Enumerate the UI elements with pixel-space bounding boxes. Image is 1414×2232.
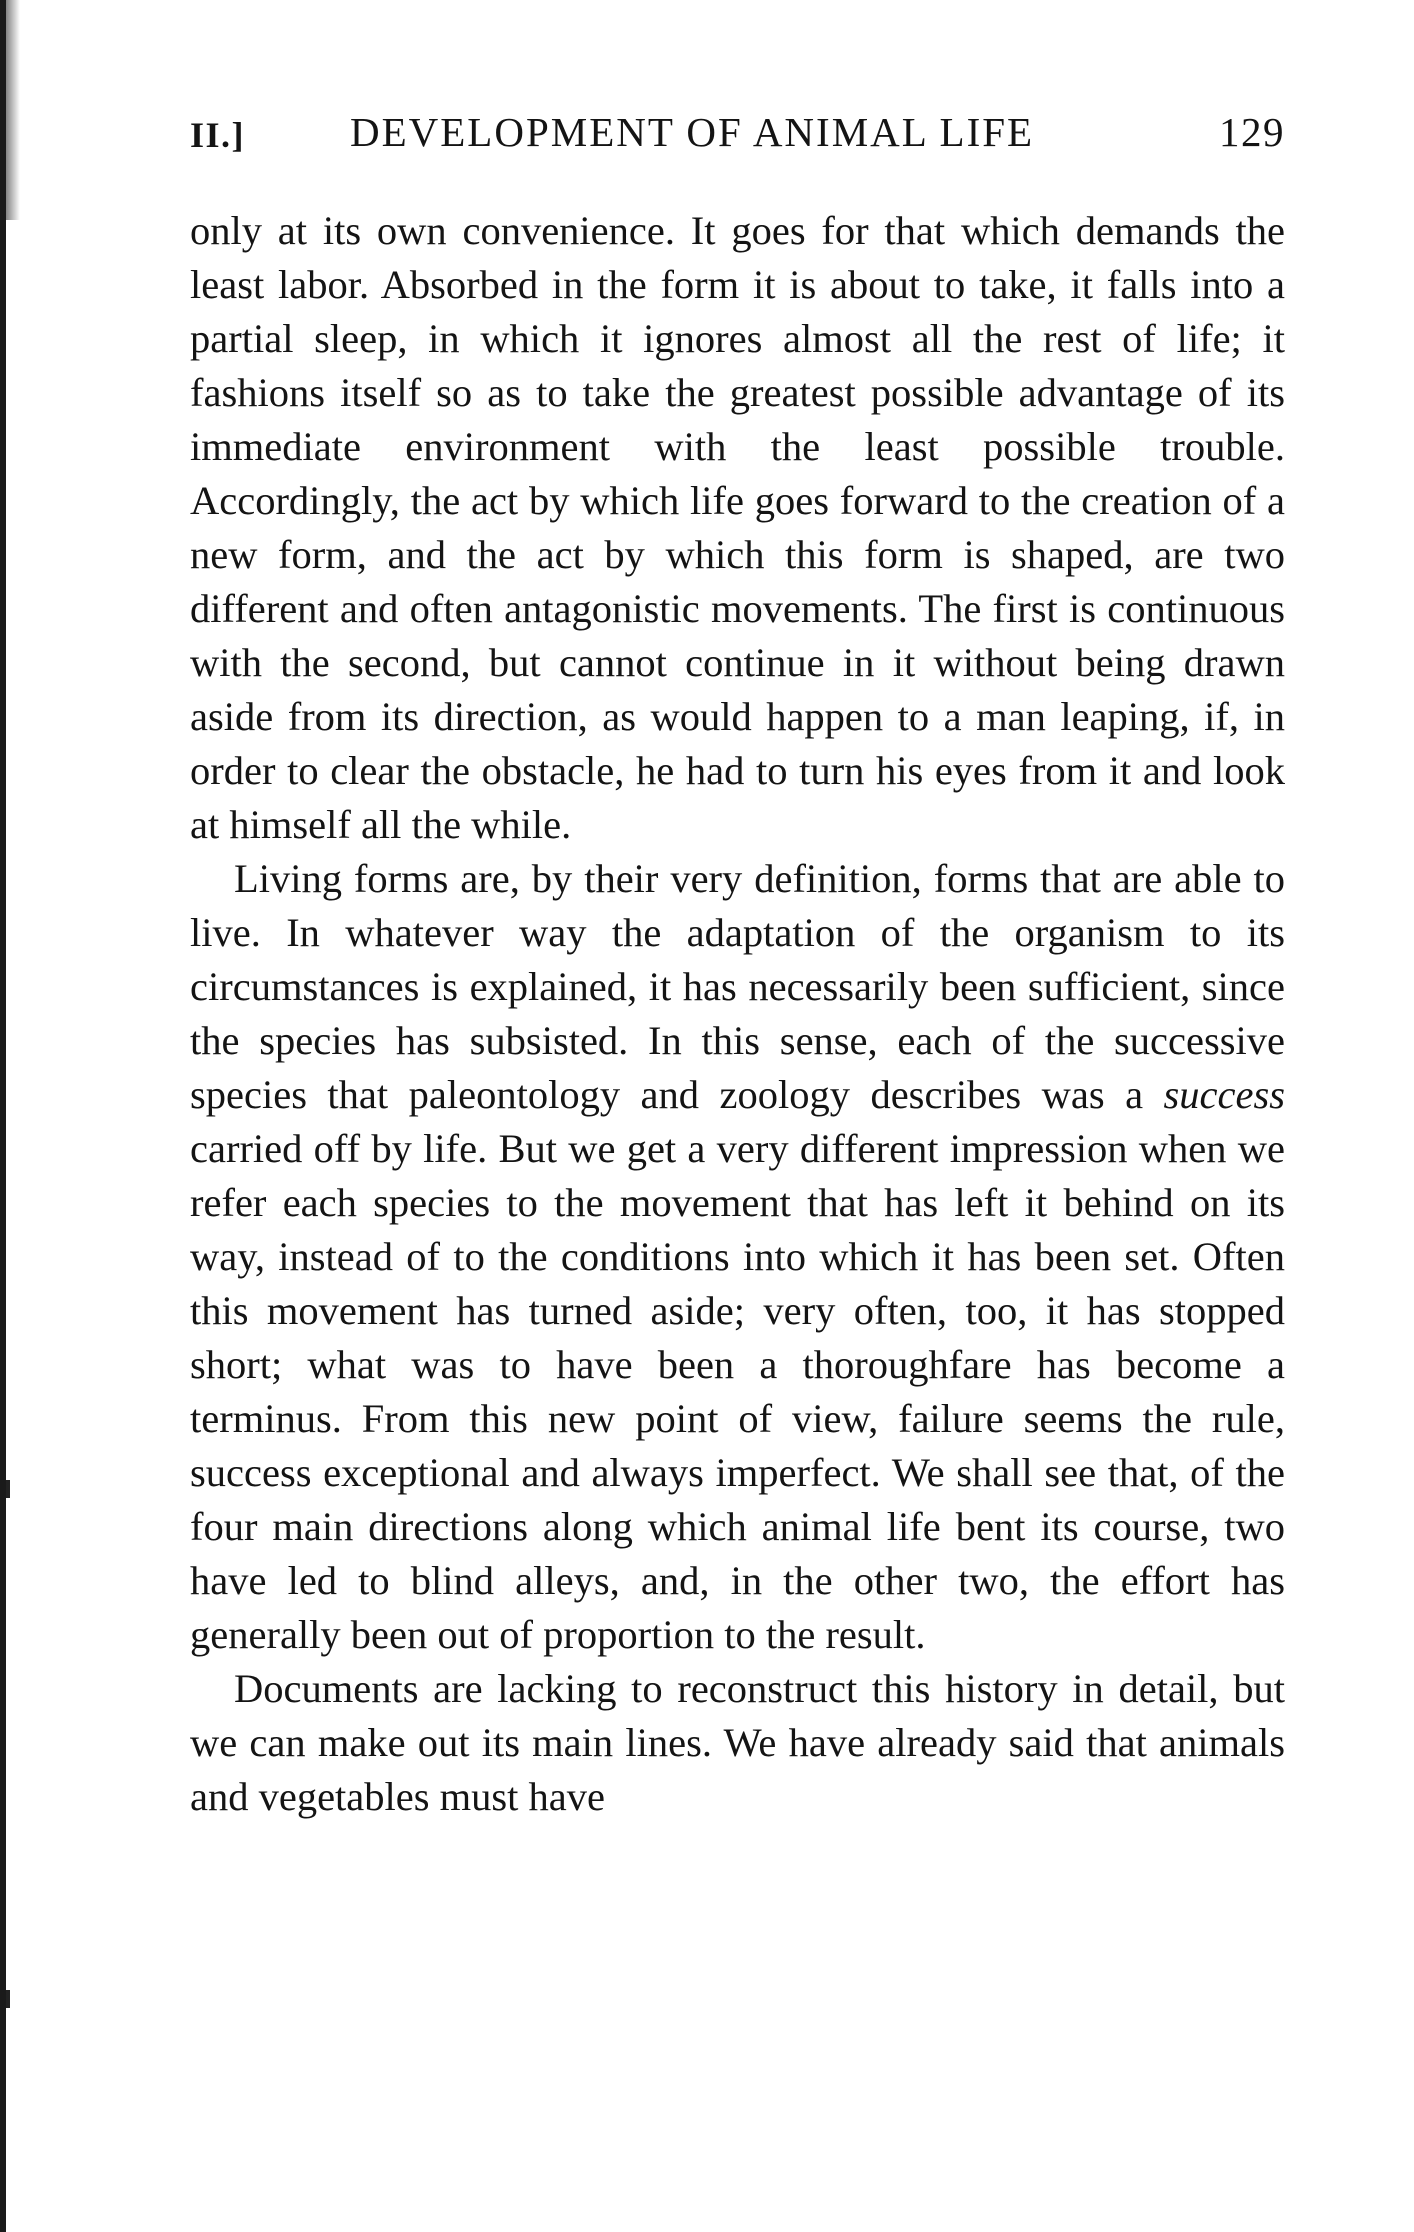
running-head [190,100,1285,190]
chapter-marker: II.] [190,115,246,155]
body-text [190,204,1285,1824]
paragraph-2-part-2: carried off by life. But we get a very different impression when we refer each species to the movement that has left it behind on its way, instead of to the conditions into which it has been set. Often this movement has turned aside; very often, too, it has stopped short; what was to have been a thoroughfare has become a terminus. From this new point of view, failure seems the rule, success exceptional and always imperfect. We shall see that, of the four main directions along which animal life bent its course, two have led to blind alleys, and, in the other two, the effort has generally been out of proportion to the result. [190,1126,1285,1657]
book-page [190,100,1285,1824]
scan-binding-edge [0,0,6,2232]
scan-artifact [6,1990,10,2008]
paragraph-2 [190,852,1285,1662]
emphasis-success: success [1163,1072,1285,1117]
running-title: DEVELOPMENT OF ANIMAL LIFE [350,109,1035,155]
scan-shadow [6,0,20,220]
scan-artifact [6,1480,10,1498]
paragraph-2-part-1: Living forms are, by their very definition, forms that are able to live. In whatever way the adaptation of the organism to its circumstances is explained, it has necessarily been sufficient, since the species has subsisted. In this sense, each of the successive species that paleontology and zoology describes was a [190,856,1285,1117]
paragraph-1: only at its own convenience. It goes for that which demands the least labor. Absorbed in the form it is about to take, it falls into a partial sleep, in which it ignores almost all the rest of life; it fashions itself so as to take the greatest possible advantage of its immediate environment with the least possible trouble. Accordingly, the act by which life goes forward to the creation of a new form, and the act by which this form is shaped, are two different and often antagonistic movements. The first is continuous with the second, but cannot continue in it without being drawn aside from its direction, as would happen to a man leaping, if, in order to clear the obstacle, he had to turn his eyes from it and look at himself all the while. [190,208,1285,847]
paragraph-3: Documents are lacking to reconstruct this history in detail, but we can make out its main lines. We have already said that animals and vegetables must have [190,1666,1285,1819]
page-number: 129 [1219,109,1285,155]
